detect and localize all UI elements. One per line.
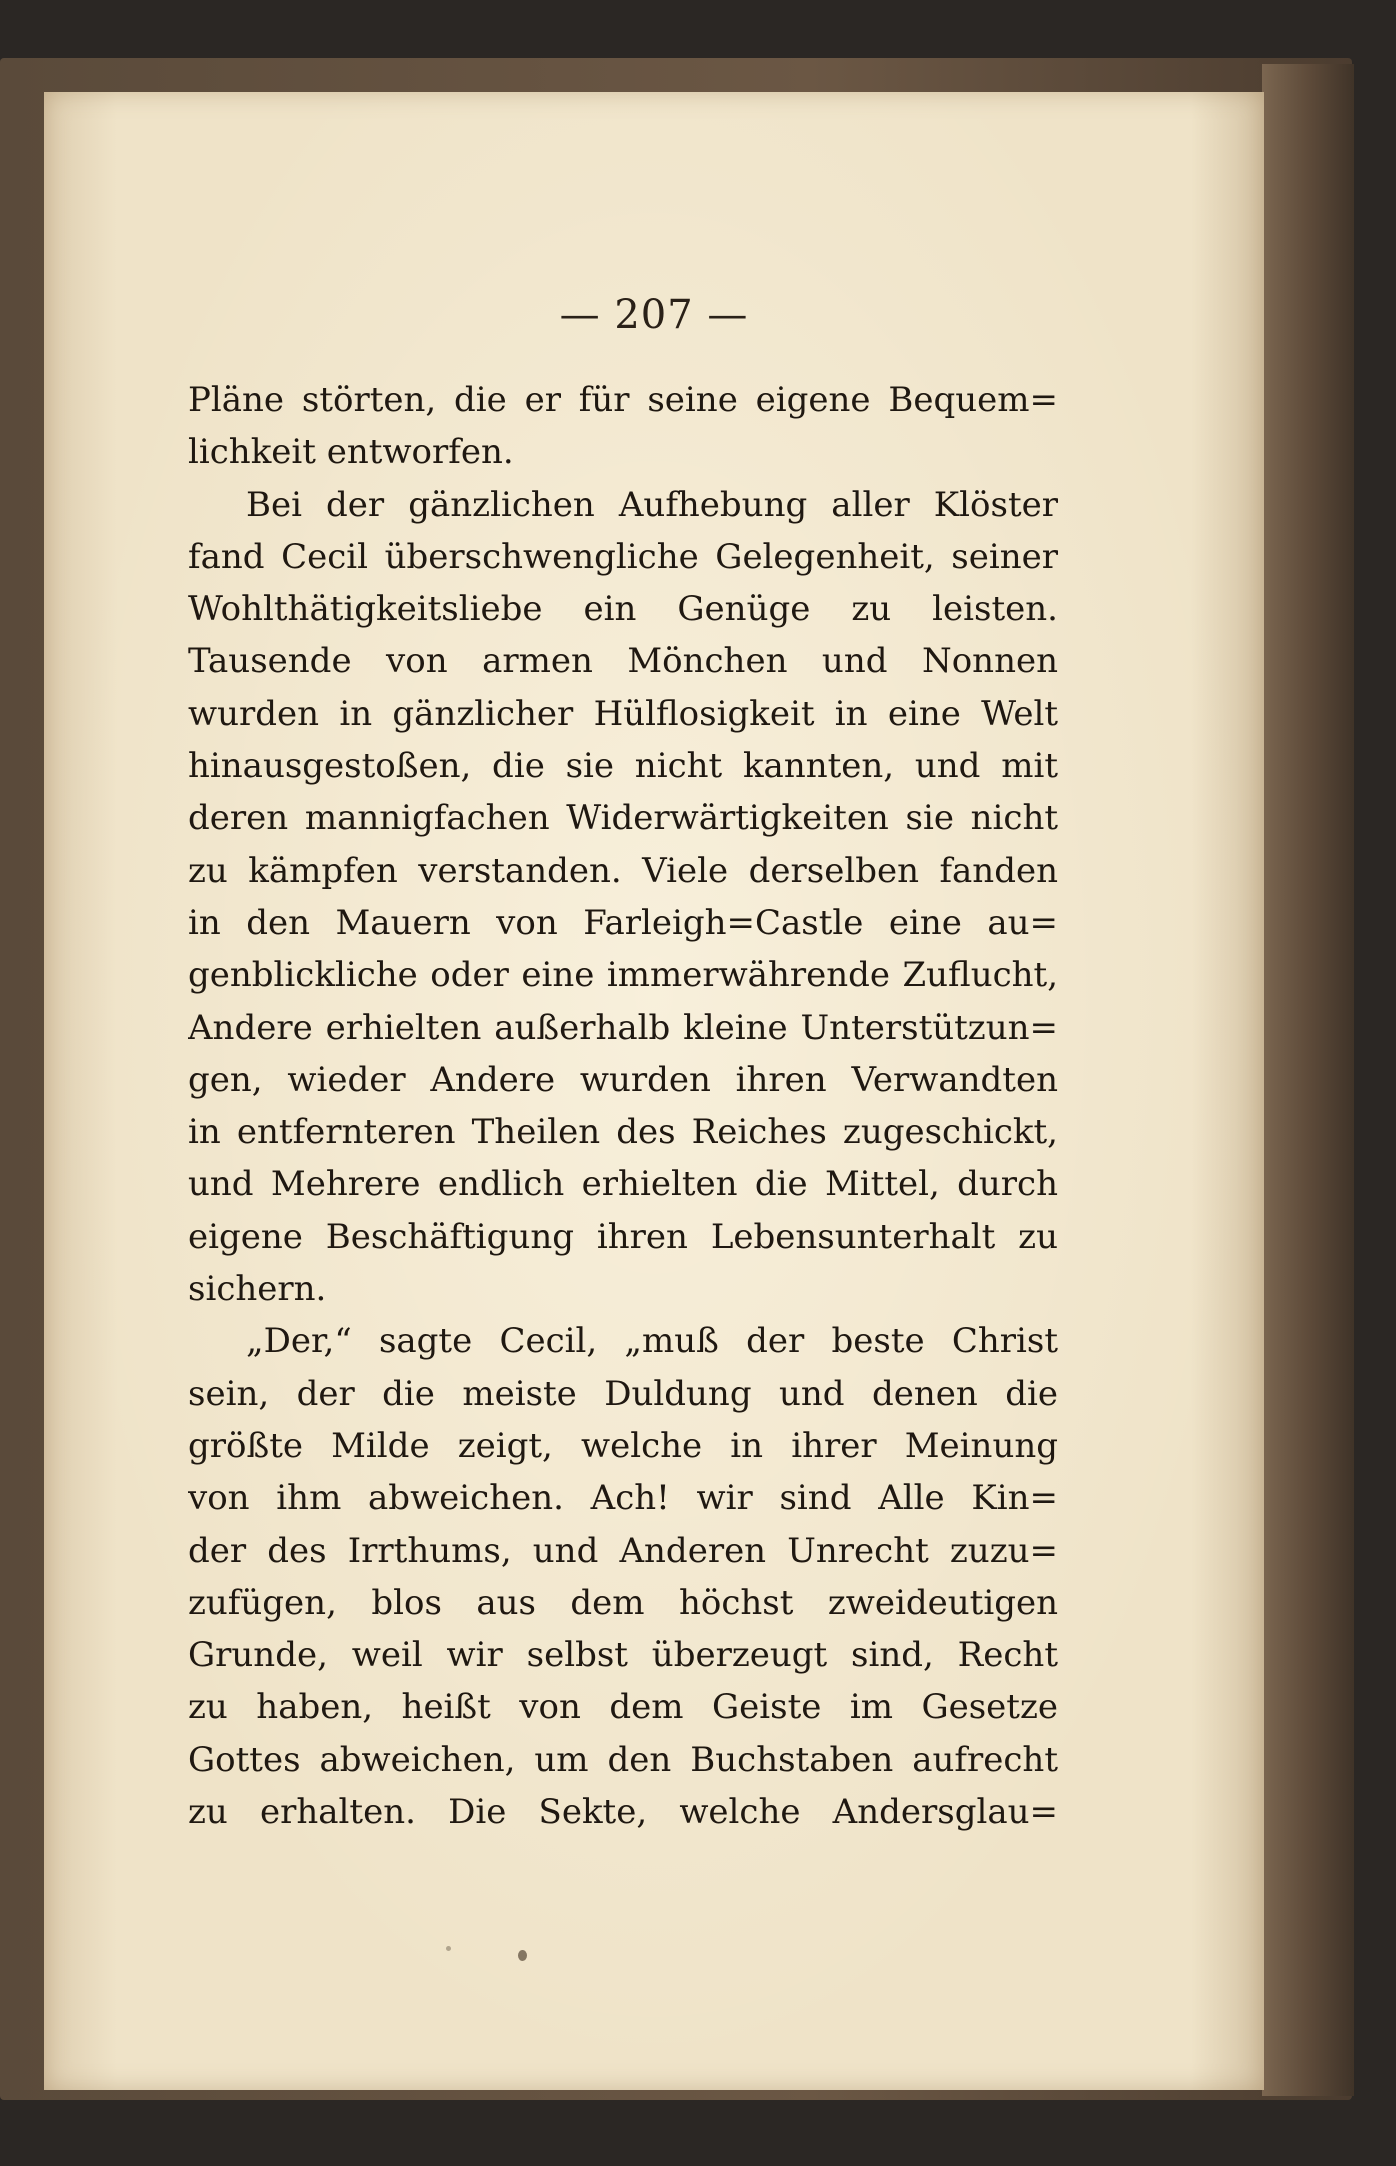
ink-speck xyxy=(446,1946,451,1951)
book-spine-edge xyxy=(1262,64,1354,2096)
text-line: Gottes abweichen, um den Buchstaben aufrecht xyxy=(188,1739,1058,1780)
text-line: Wohlthätigkeitsliebe ein Genüge zu leisten. xyxy=(188,589,1058,630)
ink-speck xyxy=(518,1950,527,1961)
text-line: zufügen, blos aus dem höchst zweideutigen xyxy=(188,1582,1058,1623)
text-line: Grunde, weil wir selbst überzeugt sind, Recht xyxy=(188,1635,1058,1676)
text-line: Andere erhielten außerhalb kleine Unterstützun= xyxy=(188,1007,1058,1048)
text-line: Bei der gänzlichen Aufhebung aller Klöster xyxy=(246,484,1058,525)
text-line: zu erhalten. Die Sekte, welche Andersglau= xyxy=(188,1792,1058,1833)
text-line: Tausende von armen Mönchen und Nonnen xyxy=(188,641,1058,682)
text-line: sichern. xyxy=(188,1269,327,1310)
text-line: sein, der die meiste Duldung und denen die xyxy=(188,1373,1058,1414)
text-line: genblickliche oder eine immerwährende Zuflucht, xyxy=(188,955,1058,996)
text-line: zu haben, heißt von dem Geiste im Gesetze xyxy=(188,1687,1058,1728)
text-line: lichkeit entworfen. xyxy=(188,432,514,473)
text-line: in entfernteren Theilen des Reiches zugeschickt, xyxy=(188,1112,1058,1153)
text-line: „Der,“ sagte Cecil, „muß der beste Christ xyxy=(246,1321,1058,1362)
page-number: — 207 — xyxy=(559,292,749,338)
paper-page xyxy=(44,92,1264,2090)
text-line: fand Cecil überschwengliche Gelegenheit, seiner xyxy=(188,536,1058,577)
text-line: gen, wieder Andere wurden ihren Verwandten xyxy=(188,1059,1058,1100)
text-line: eigene Beschäftigung ihren Lebensunterhalt zu xyxy=(188,1216,1058,1257)
text-line: hinausgestoßen, die sie nicht kannten, und mit xyxy=(188,746,1058,787)
text-line: von ihm abweichen. Ach! wir sind Alle Kin= xyxy=(188,1478,1058,1519)
text-line: und Mehrere endlich erhielten die Mittel, durch xyxy=(188,1164,1058,1205)
text-line: zu kämpfen verstanden. Viele derselben fanden xyxy=(188,850,1058,891)
text-line: deren mannigfachen Widerwärtigkeiten sie nicht xyxy=(188,798,1058,839)
text-line: Pläne störten, die er für seine eigene Bequem= xyxy=(188,380,1058,420)
text-line: in den Mauern von Farleigh=Castle eine au= xyxy=(188,902,1058,943)
text-line: der des Irrthums, und Anderen Unrecht zuzu= xyxy=(188,1530,1058,1571)
body-text xyxy=(188,374,1058,1838)
text-line: wurden in gänzlicher Hülflosigkeit in eine Welt xyxy=(188,693,1058,734)
text-line: größte Milde zeigt, welche in ihrer Meinung xyxy=(188,1425,1058,1466)
